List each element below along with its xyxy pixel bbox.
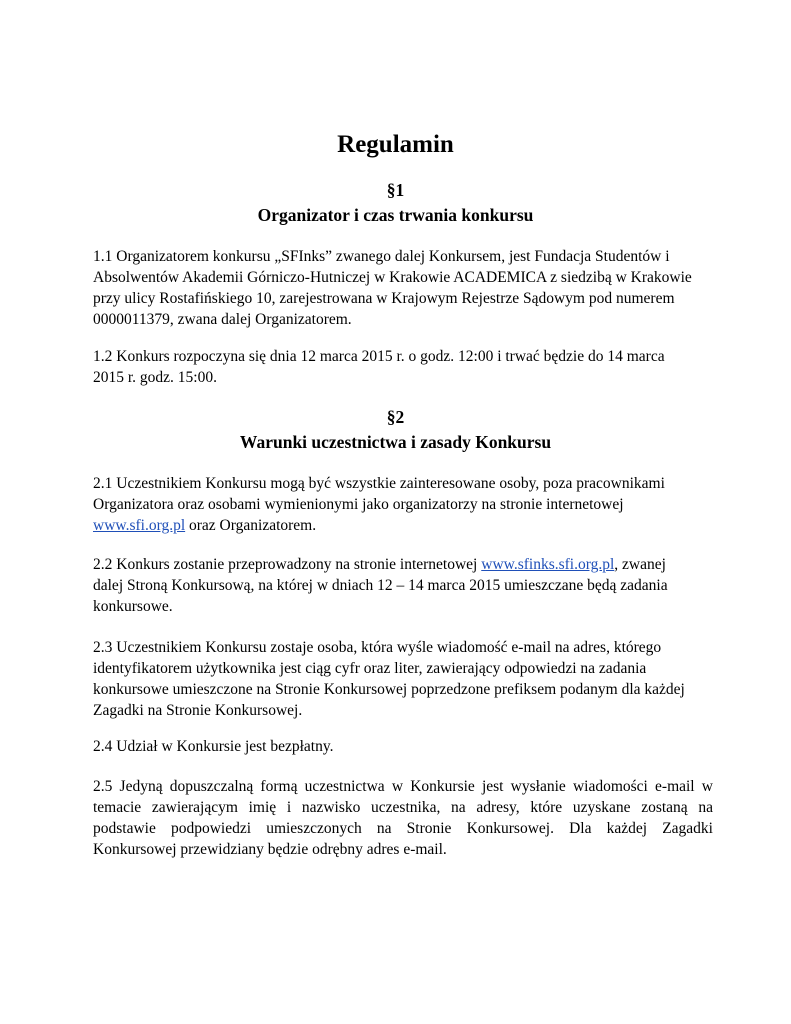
section-1-heading: Organizator i czas trwania konkursu [257,205,534,225]
paragraph-2-4 [93,736,713,757]
paragraph-line: Absolwentów Akademii Górniczo-Hutniczej w Krakowie ACADEMICA z siedzibą w Krakowie [93,269,692,286]
sfinks-website-link[interactable]: www.sfinks.sfi.org.pl [481,556,615,573]
paragraph-line: 2.1 Uczestnikiem Konkursu mogą być wszystkie zainteresowane osoby, poza pracownikami [93,475,665,492]
paragraph-text: , zwanej [614,556,666,573]
paragraph-2-2 [93,554,713,617]
section-1-number: §1 [386,180,405,200]
paragraph-line: 2015 r. godz. 15:00. [93,369,217,386]
paragraph-line: przy ulicy Rostafińskiego 10, zarejestrowana w Krajowym Rejestrze Sądowym pod numerem [93,290,675,307]
paragraph-line: konkursowe. [93,598,173,615]
section-2-number: §2 [386,407,405,427]
section-2-heading: Warunki uczestnictwa i zasady Konkursu [239,432,552,452]
paragraph-line: dalej Stroną Konkursową, na której w dniach 12 – 14 marca 2015 umieszczane będą zadania [93,577,668,594]
paragraph-line: 2.5 Jedyną dopuszczalną formą uczestnictwa w Konkursie jest wysłanie wiadomości e-mail w [93,778,713,795]
sfi-website-link[interactable]: www.sfi.org.pl [93,517,186,534]
paragraph-1-1 [93,246,713,330]
paragraph-line: konkursowe umieszczone na Stronie Konkursowej poprzedzone prefiksem podanym dla każdej [93,681,685,698]
paragraph-line: 2.4 Udział w Konkursie jest bezpłatny. [93,738,334,755]
paragraph-line: temacie zawierającym imię i nazwisko uczestnika, na adresy, które uzyskane zostaną na [93,799,713,816]
paragraph-line: Konkursowej przewidziany będzie odrębny adres e-mail. [93,841,447,858]
paragraph-1-2 [93,346,713,388]
paragraph-line: 0000011379, zwana dalej Organizatorem. [93,311,352,328]
paragraph-line: 1.2 Konkurs rozpoczyna się dnia 12 marca 2015 r. o godz. 12:00 i trwać będzie do 14 marca [93,348,665,365]
paragraph-text: 2.2 Konkurs zostanie przeprowadzony na stronie internetowej [93,556,482,573]
paragraph-line [93,515,713,536]
paragraph-text: oraz Organizatorem. [185,517,317,534]
paragraph-line: 1.1 Organizatorem konkursu „SFInks” zwanego dalej Konkursem, jest Fundacja Studentów i [93,248,670,265]
paragraph-line: Zagadki na Stronie Konkursowej. [93,702,303,719]
paragraph-line: 2.3 Uczestnikiem Konkursu zostaje osoba, która wyśle wiadomość e-mail na adres, którego [93,639,662,656]
paragraph-line [93,554,713,575]
paragraph-2-3 [93,637,713,721]
paragraph-line: podstawie podpowiedzi umieszczonych na Stronie Konkursowej. Dla każdej Zagadki [93,820,713,837]
paragraph-2-1 [93,473,713,536]
document-title: Regulamin [337,131,454,158]
paragraph-line: identyfikatorem użytkownika jest ciąg cyfr oraz liter, zawierający odpowiedzi na zadania [93,660,647,677]
paragraph-2-5 [93,776,713,860]
paragraph-line: Organizatora oraz osobami wymienionymi jako organizatorzy na stronie internetowej [93,496,624,513]
